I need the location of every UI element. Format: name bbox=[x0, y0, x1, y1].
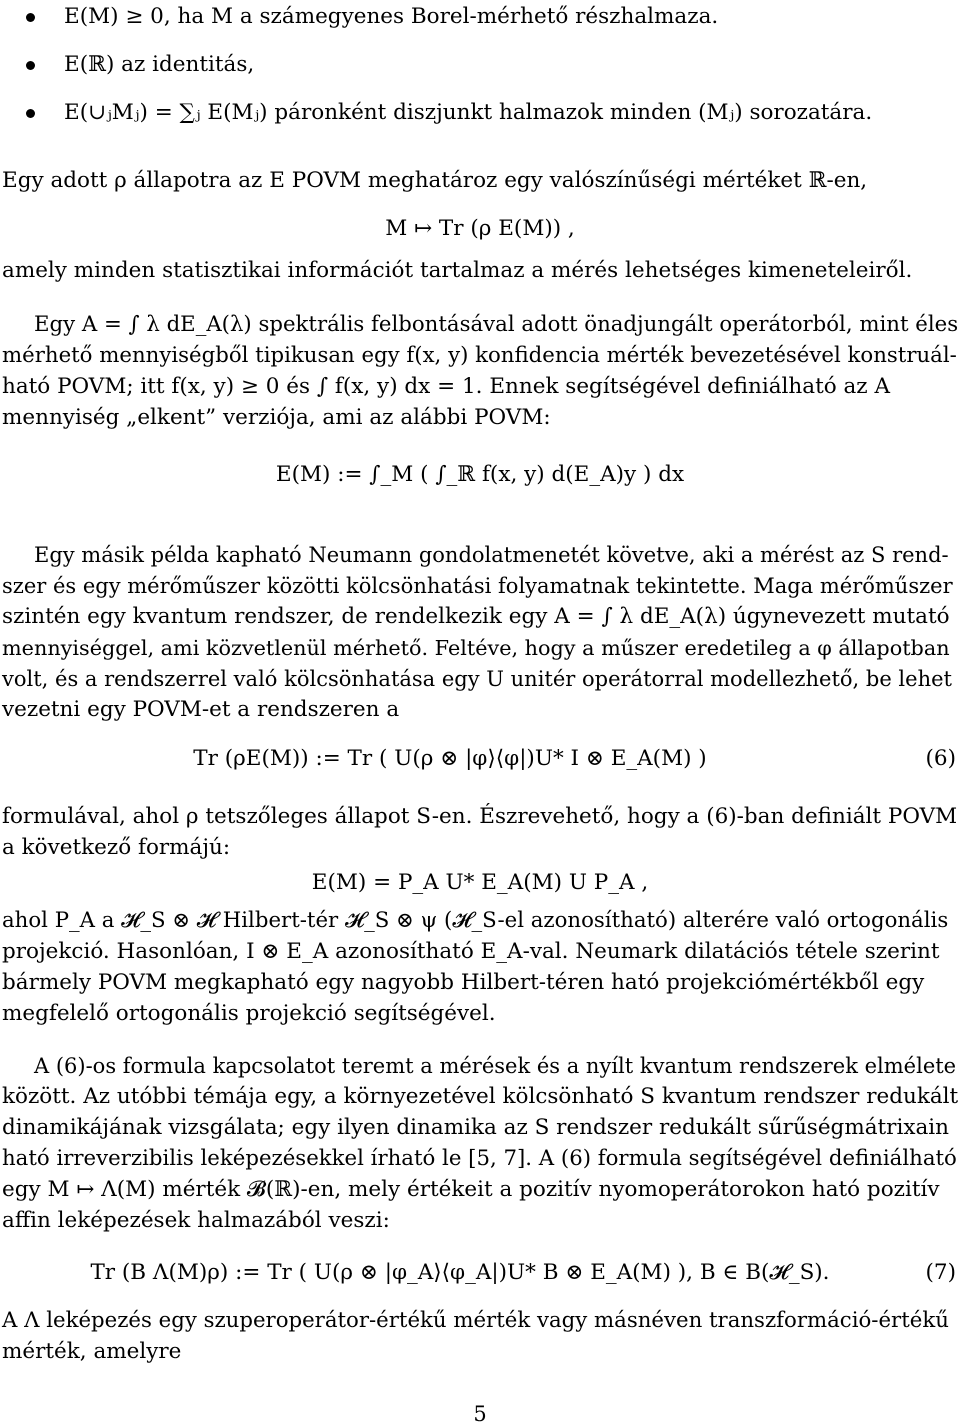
paragraph-line: formulával, ahol ρ tetszőleges állapot S-en. Észrevehető, hogy a (6)-ban definiált POVM bbox=[2, 804, 958, 829]
paragraph-line: mérték, amelyre bbox=[2, 1339, 182, 1364]
paragraph-line: a következő formájú: bbox=[2, 835, 231, 860]
equation-number: (7) bbox=[925, 1260, 956, 1285]
paragraph-line: megfelelő ortogonális projekció segítségével. bbox=[2, 1001, 496, 1026]
paragraph-line: ható irreverzibilis leképezésekkel írható le [5, 7]. A (6) formula segítségével definiálható bbox=[2, 1146, 957, 1171]
display-equation: Tr (B Λ(M)ρ) := Tr ( U(ρ ⊗ |φ_A⟩⟨φ_A|)U* B ⊗ E_A(M) ), B ∈ B(𝓗_S). bbox=[90, 1260, 830, 1285]
bullet-marker bbox=[26, 13, 35, 22]
paragraph-line: projekció. Hasonlóan, I ⊗ E_A azonosítható E_A-val. Neumark dilatációs tétele szerint bbox=[2, 939, 940, 964]
paragraph-line: volt, és a rendszerrel való kölcsönhatása egy U unitér operátorral modellezhető, be lehet bbox=[2, 667, 952, 691]
paragraph-line: A Λ leképezés egy szuperoperátor-értékű mérték vagy másnéven transzformáció-értékű bbox=[2, 1308, 949, 1333]
display-equation: E(M) = P_A U* E_A(M) U P_A , bbox=[311, 870, 649, 895]
paragraph-line: amely minden statisztikai információt tartalmaz a mérés lehetséges kimeneteleiről. bbox=[2, 258, 913, 283]
display-equation: E(M) := ∫_M ( ∫_ℝ f(x, y) d(E_A)y ) dx bbox=[275, 462, 685, 487]
list-item: E(∪ⱼMⱼ) = ∑ⱼ E(Mⱼ) páronként diszjunkt halmazok minden (Mⱼ) sorozatára. bbox=[64, 100, 873, 125]
paragraph-line: Egy másik példa kapható Neumann gondolatmenetét követve, aki a mérést az S rend- bbox=[34, 543, 949, 567]
paragraph-line: mennyiség „elkent” verziója, ami az alábbi POVM: bbox=[2, 405, 551, 430]
list-item: E(ℝ) az identitás, bbox=[64, 52, 255, 77]
paragraph-line: vezetni egy POVM-et a rendszeren a bbox=[2, 697, 400, 722]
paragraph-line: bármely POVM megkapható egy nagyobb Hilbert-téren ható projekciómértékből egy bbox=[2, 970, 925, 995]
paragraph-line: között. Az utóbbi témája egy, a környezetével kölcsönható S kvantum rendszer redukált bbox=[2, 1084, 959, 1109]
bullet-marker bbox=[26, 61, 35, 70]
paragraph-line: affin leképezések halmazából veszi: bbox=[2, 1208, 390, 1233]
paragraph-line: szintén egy kvantum rendszer, de rendelkezik egy A = ∫ λ dE_A(λ) úgynevezett mutató bbox=[2, 604, 950, 629]
paragraph-line: mennyiséggel, ami közvetlenül mérhető. Feltéve, hogy a műszer eredetileg a φ állapotban bbox=[2, 636, 950, 660]
paragraph-line: szer és egy mérőműszer közötti kölcsönhatási folyamatnak tekintette. Maga mérőműszer bbox=[2, 574, 953, 598]
page-number: 5 bbox=[473, 1402, 487, 1426]
paragraph-line: mérhető mennyiségből tipikusan egy f(x, y) konfidencia mérték bevezetésével konstruál- bbox=[2, 343, 957, 368]
paragraph-line: A (6)-os formula kapcsolatot teremt a mérések és a nyílt kvantum rendszerek elmélete bbox=[34, 1054, 957, 1078]
paragraph-line: Egy A = ∫ λ dE_A(λ) spektrális felbontásával adott önadjungált operátorból, mint éles bbox=[34, 312, 959, 337]
display-equation: M ↦ Tr (ρ E(M)) , bbox=[385, 216, 575, 241]
paragraph-line: egy M ↦ Λ(M) mérték 𝓑(ℝ)-en, mely értékeit a pozitív nyomoperátorokon ható pozitív bbox=[2, 1177, 940, 1202]
list-item: E(M) ≥ 0, ha M a számegyenes Borel-mérhető részhalmaza. bbox=[64, 4, 719, 29]
equation-number: (6) bbox=[925, 746, 956, 771]
paragraph-line: ahol P_A a 𝓗_S ⊗ 𝓗 Hilbert-tér 𝓗_S ⊗ ψ (𝓗_S-el azonosítható) alterére való ortogonális bbox=[2, 908, 949, 933]
display-equation: Tr (ρE(M)) := Tr ( U(ρ ⊗ |φ⟩⟨φ|)U* I ⊗ E_A(M) ) bbox=[193, 746, 707, 771]
paragraph-line: Egy adott ρ állapotra az E POVM meghatároz egy valószínűségi mértéket ℝ-en, bbox=[2, 168, 868, 193]
paragraph-line: ható POVM; itt f(x, y) ≥ 0 és ∫ f(x, y) dx = 1. Ennek segítségével definiálható az A bbox=[2, 374, 890, 399]
paragraph-line: dinamikájának vizsgálata; egy ilyen dinamika az S rendszer redukált sűrűségmátrixain bbox=[2, 1115, 949, 1140]
bullet-marker bbox=[26, 109, 35, 118]
